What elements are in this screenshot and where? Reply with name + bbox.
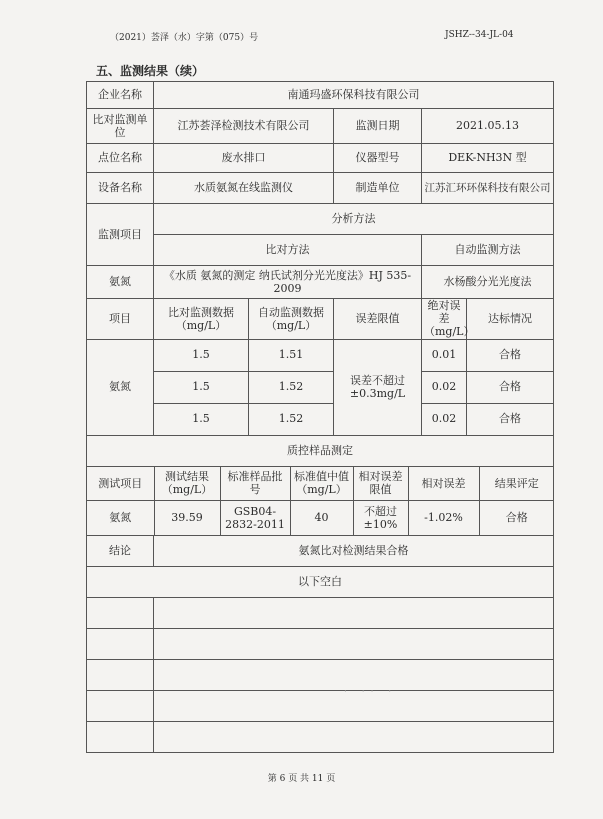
qc-header-batch: 标准样品批号 [220, 467, 290, 501]
compare-method-label: 比对方法 [154, 235, 422, 266]
empty-row [87, 659, 554, 690]
document-number: （2021）荟泽（水）字第（075）号 [110, 33, 259, 43]
empty-row [87, 721, 554, 752]
model-value: DEK-NH3N 型 [422, 144, 554, 173]
compare-result: 合格 [467, 339, 554, 371]
auto-method: 水杨酸分光光度法 [422, 266, 554, 299]
compare-result: 合格 [467, 403, 554, 435]
conclusion-label: 结论 [87, 535, 154, 566]
point-value: 废水排口 [154, 144, 334, 173]
compare-auto: 1.52 [249, 403, 334, 435]
unit-value: 江苏荟泽检测技术有限公司 [154, 109, 334, 144]
compare-auto: 1.51 [249, 339, 334, 371]
qc-header-std: 标准值中值（mg/L） [290, 467, 353, 501]
compare-header-auto: 自动监测数据（mg/L） [249, 299, 334, 340]
conclusion-value: 氨氮比对检测结果合格 [154, 535, 554, 566]
compare-header-abs-err: 绝对误差（mg/L） [422, 299, 467, 340]
compare-limit: 误差不超过±0.3mg/L [334, 339, 422, 435]
document-code: JSHZ--34-JL-04 [445, 30, 514, 40]
analysis-method-label: 分析方法 [154, 204, 554, 235]
qc-result: 39.59 [154, 501, 220, 535]
unit-label: 比对监测单位 [87, 109, 154, 144]
device-label: 设备名称 [87, 173, 154, 204]
qc-eval: 合格 [479, 501, 554, 535]
qc-title: 质控样品测定 [87, 435, 554, 466]
empty-row [87, 628, 554, 659]
empty-row [87, 690, 554, 721]
date-label: 监测日期 [334, 109, 422, 144]
qc-batch: GSB04-2832-2011 [220, 501, 290, 535]
compare-abs-err: 0.01 [422, 339, 467, 371]
empty-row [87, 597, 554, 628]
page-footer: 第 6 页 共 11 页 [267, 774, 336, 784]
section-title: 五、监测结果（续） [96, 64, 205, 78]
qc-header-eval: 结果评定 [479, 467, 554, 501]
compare-header-limit: 误差限值 [334, 299, 422, 340]
table-row [87, 371, 554, 403]
compare-abs-err: 0.02 [422, 371, 467, 403]
date-value: 2021.05.13 [422, 109, 554, 144]
qc-std: 40 [290, 501, 353, 535]
qc-header-item: 测试项目 [87, 467, 154, 501]
auto-method-label: 自动监测方法 [422, 235, 554, 266]
blank-text: 以下空白 [87, 566, 554, 597]
compare-ref: 1.5 [154, 339, 249, 371]
table-row [87, 339, 554, 371]
compare-auto: 1.52 [249, 371, 334, 403]
compare-item: 氨氮 [87, 339, 154, 435]
maker-label: 制造单位 [334, 173, 422, 204]
compare-ref: 1.5 [154, 403, 249, 435]
qc-rel-err: -1.02% [408, 501, 479, 535]
qc-limit: 不超过±10% [353, 501, 408, 535]
compare-header-ref: 比对监测数据（mg/L） [154, 299, 249, 340]
model-label: 仪器型号 [334, 144, 422, 173]
qc-table [87, 467, 554, 535]
company-value: 南通玛盛环保科技有限公司 [154, 82, 554, 109]
maker-value: 江苏汇环环保科技有限公司 [422, 173, 554, 204]
compare-header-result: 达标情况 [467, 299, 554, 340]
method-item: 氨氮 [87, 266, 154, 299]
qc-item: 氨氮 [87, 501, 154, 535]
table-row [87, 501, 554, 535]
qc-header-limit: 相对误差限值 [353, 467, 408, 501]
compare-method: 《水质 氨氮的测定 纳氏试剂分光光度法》HJ 535-2009 [154, 266, 422, 299]
compare-abs-err: 0.02 [422, 403, 467, 435]
device-value: 水质氨氮在线监测仪 [154, 173, 334, 204]
qc-header-rel-err: 相对误差 [408, 467, 479, 501]
compare-header-item: 项目 [87, 299, 154, 340]
qc-header-result: 测试结果（mg/L） [154, 467, 220, 501]
method-item-label: 监测项目 [87, 204, 154, 266]
table-row [87, 403, 554, 435]
compare-result: 合格 [467, 371, 554, 403]
compare-ref: 1.5 [154, 371, 249, 403]
faint-stamp-mark: · ·· · [344, 687, 398, 697]
results-table [86, 81, 554, 753]
point-label: 点位名称 [87, 144, 154, 173]
company-label: 企业名称 [87, 82, 154, 109]
